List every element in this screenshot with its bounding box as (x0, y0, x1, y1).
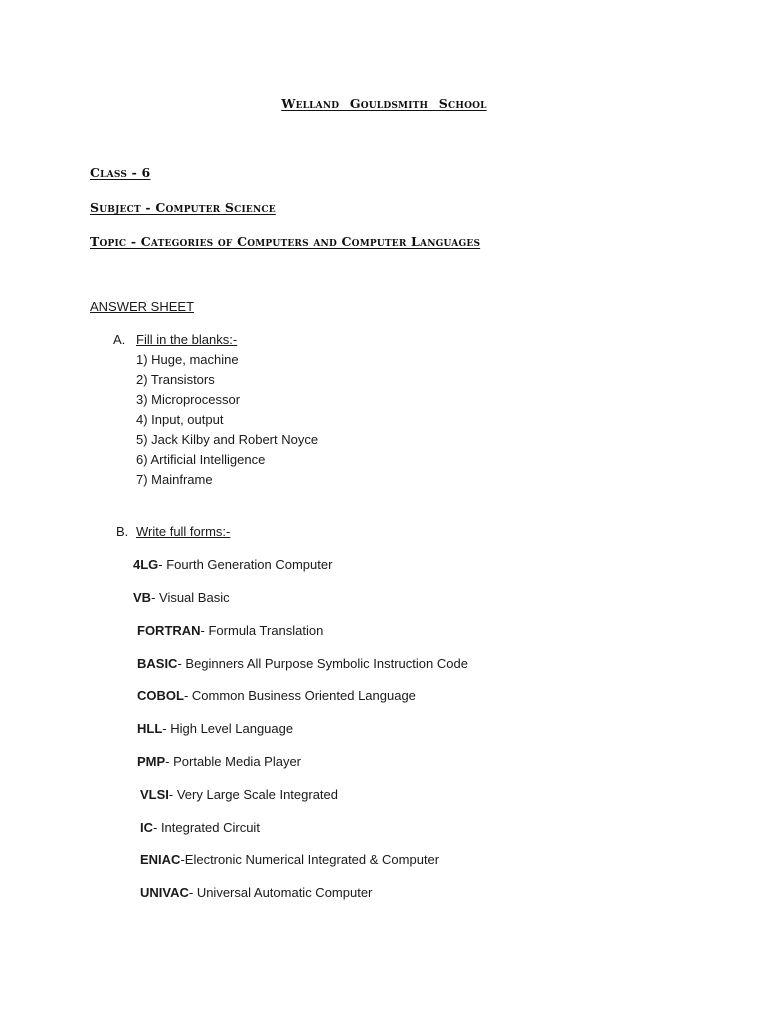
section-b-letter: B. (116, 524, 129, 539)
full-form-item (137, 754, 301, 769)
abbreviation: COBOL (137, 688, 184, 703)
abbreviation: IC (140, 820, 153, 835)
section-b-title: Write full forms:- (136, 524, 231, 539)
list-item: 7) Mainframe (136, 472, 213, 487)
abbreviation: VB (133, 590, 152, 605)
full-form-item (137, 688, 416, 703)
abbreviation: FORTRAN (137, 623, 201, 638)
abbreviation: VLSI (140, 787, 169, 802)
section-a-letter: A. (113, 332, 126, 347)
full-form-text: -Electronic Numerical Integrated & Computer (180, 852, 440, 867)
full-form-text: - Common Business Oriented Language (183, 688, 416, 703)
abbreviation: PMP (137, 754, 166, 769)
full-form-item (140, 885, 372, 900)
full-form-text: - Visual Basic (151, 590, 230, 605)
abbreviation: BASIC (137, 656, 178, 671)
abbreviation: UNIVAC (140, 885, 189, 900)
full-form-text: - Fourth Generation Computer (158, 557, 333, 572)
full-form-text: - Beginners All Purpose Symbolic Instruction Code (177, 656, 468, 671)
list-item: 5) Jack Kilby and Robert Noyce (136, 432, 319, 447)
full-form-text: - Universal Automatic Computer (188, 885, 373, 900)
full-form-text: - High Level Language (162, 721, 294, 736)
school-name: Welland Gouldsmith School (281, 96, 487, 111)
full-form-text: - Integrated Circuit (153, 820, 260, 835)
full-form-item (137, 623, 323, 638)
answer-sheet-title: ANSWER SHEET (90, 299, 195, 314)
full-form-item (137, 656, 468, 671)
full-form-item (133, 557, 332, 572)
topic-heading: Topic - Categories of Computers and Computer Languages (90, 234, 481, 249)
full-form-item (133, 590, 230, 605)
full-form-text: - Portable Media Player (165, 754, 302, 769)
list-item: 6) Artificial Intelligence (136, 452, 266, 467)
full-form-item (140, 820, 260, 835)
fill-in-blanks-list (136, 351, 318, 491)
list-item: 2) Transistors (136, 372, 215, 387)
full-form-text: - Formula Translation (200, 623, 324, 638)
abbreviation: HLL (137, 721, 163, 736)
abbreviation: 4LG (133, 557, 159, 572)
subject-heading: Subject - Computer Science (90, 200, 276, 215)
list-item: 1) Huge, machine (136, 352, 239, 367)
list-item: 3) Microprocessor (136, 392, 241, 407)
full-form-text: - Very Large Scale Integrated (168, 787, 339, 802)
full-form-item (140, 852, 439, 867)
list-item: 4) Input, output (136, 412, 224, 427)
abbreviation: ENIAC (140, 852, 181, 867)
full-form-item (140, 787, 338, 802)
section-a-title: Fill in the blanks:- (136, 332, 238, 347)
full-form-item (137, 721, 293, 736)
class-heading: Class - 6 (90, 165, 151, 180)
